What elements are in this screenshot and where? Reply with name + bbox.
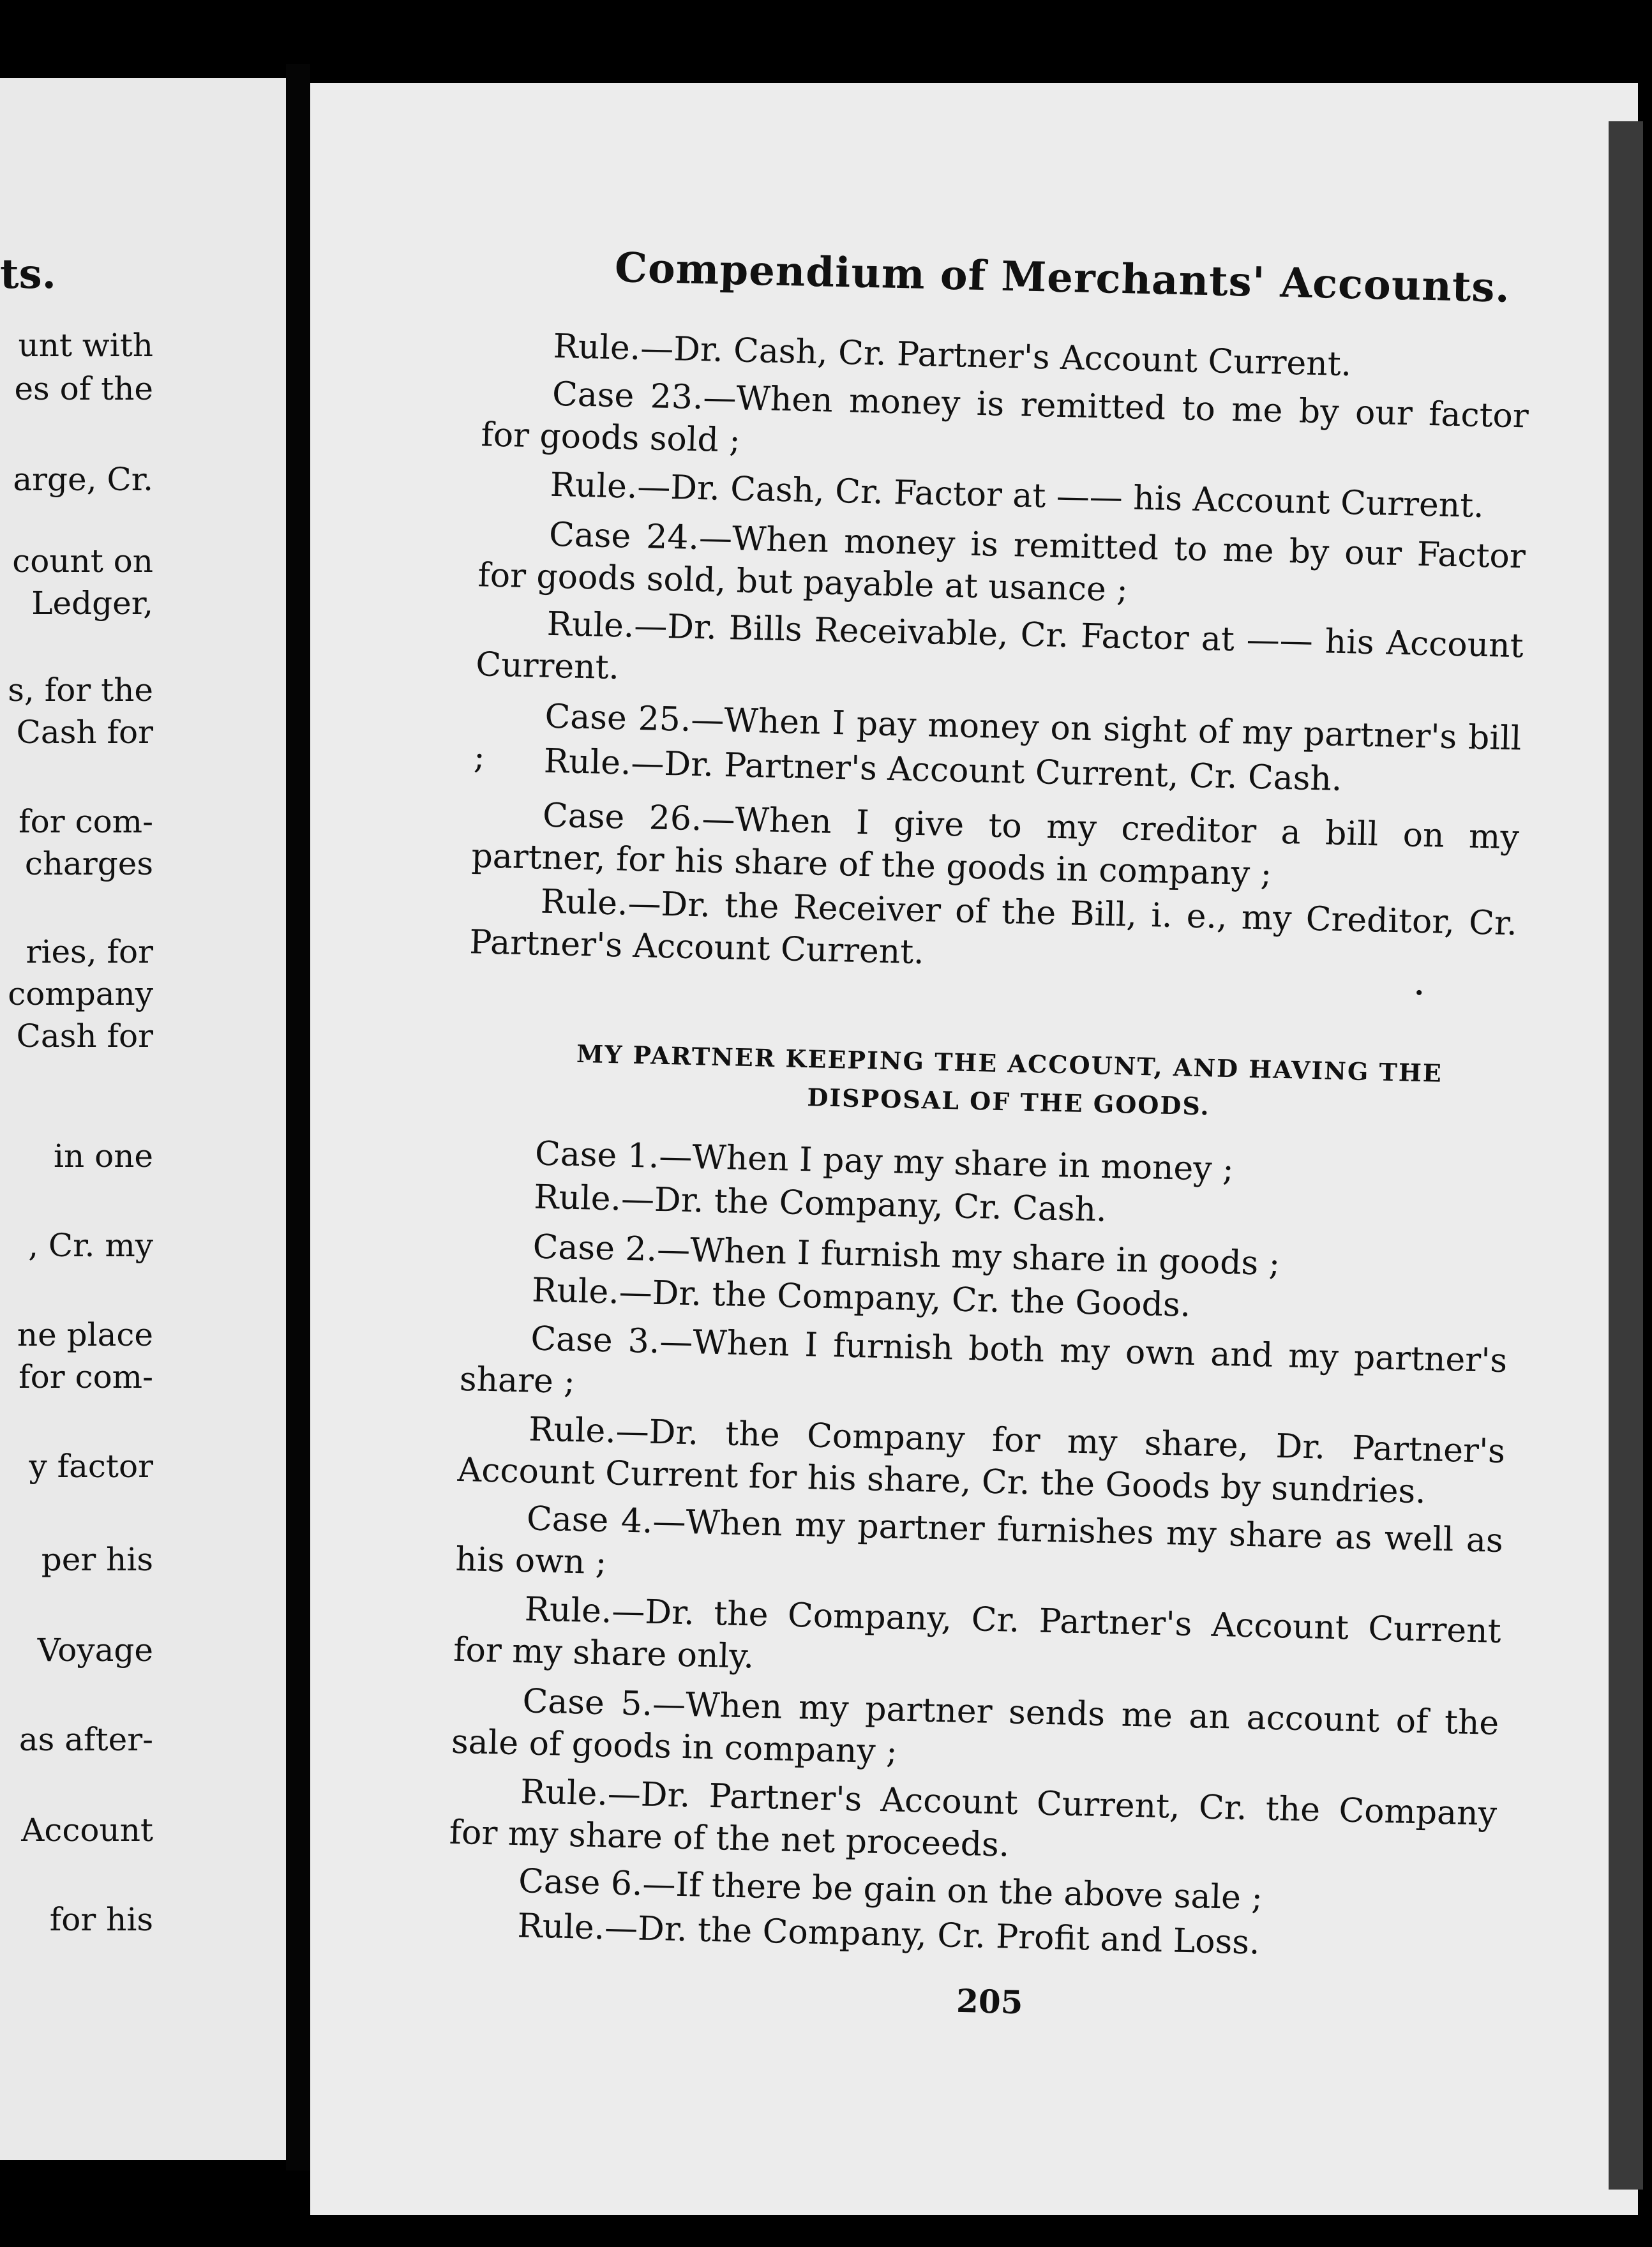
rule-paragraph: Rule.—Dr. the Company for my share, Dr. Partner's Account Current for his share, Cr. the Goods by sundries.	[457, 1410, 1506, 1512]
left-page-line: ries, for	[26, 933, 153, 970]
rule-paragraph: Rule.—Dr. the Company, Cr. Cash.	[533, 1178, 1108, 1229]
left-page-line: Cash for	[16, 1018, 153, 1055]
left-page-line: s, for the	[8, 672, 153, 709]
left-page-line: count on	[12, 543, 153, 580]
left-page-line: company	[8, 975, 153, 1012]
rule-paragraph: Rule.—Dr. Bills Receivable, Cr. Factor at —— his Account Current.	[475, 605, 1524, 688]
left-page-line: charges	[24, 845, 153, 882]
case-paragraph: Case 3.—When I furnish both my own and my partner's share ;	[459, 1319, 1508, 1401]
page-content	[310, 83, 1638, 2215]
left-page-line: arge, Cr.	[13, 461, 153, 498]
left-page-heading: ts.	[0, 250, 56, 298]
left-page-line: for com-	[19, 803, 153, 840]
rule-paragraph: Rule.—Dr. the Company, Cr. the Goods.	[531, 1271, 1191, 1325]
case-paragraph: Case 26.—When I give to my creditor a bill on my partner, for his share of the goods in company ;	[470, 796, 1520, 894]
left-page	[0, 78, 286, 2160]
left-page-line: ne place	[17, 1316, 153, 1353]
case-paragraph: Case 6.—If there be gain on the above sale ;	[518, 1862, 1263, 1918]
rule-paragraph: Rule.—Dr. the Company, Cr. Partner's Account Current for my share only.	[453, 1590, 1502, 1676]
right-page	[310, 83, 1638, 2215]
left-page-line: unt with	[18, 327, 153, 364]
section-heading: MY PARTNER KEEPING THE ACCOUNT, AND HAVING THE DISPOSAL OF THE GOODS.	[576, 1039, 1443, 1121]
left-page-line: Cash for	[16, 714, 153, 751]
case-paragraph: Case 25.—When I pay money on sight of my partner's bill ;	[473, 697, 1522, 777]
left-page-line: per his	[41, 1541, 153, 1578]
case-paragraph: Case 1.—When I pay my share in money ;	[534, 1134, 1235, 1189]
case-paragraph: Case 23.—When money is remitted to me by our factor for goods sold ;	[480, 375, 1529, 460]
page-title: Compendium of Merchants' Accounts.	[614, 243, 1511, 312]
left-page-line: , Cr. my	[28, 1227, 153, 1264]
case-paragraph: Case 5.—When my partner sends me an account of the sale of goods in company ;	[451, 1682, 1499, 1771]
book-gutter	[286, 64, 310, 2170]
left-page-line: es of the	[14, 370, 153, 407]
left-page-line: for his	[49, 1901, 153, 1938]
left-page-line: in one	[54, 1138, 153, 1175]
case-paragraph: Case 4.—When my partner furnishes my share as well as his own ;	[454, 1499, 1504, 1582]
left-page-line: as after-	[19, 1721, 153, 1758]
case-paragraph: Case 2.—When I furnish my share in goods ;	[532, 1228, 1280, 1283]
rule-paragraph: Rule.—Dr. Partner's Account Current, Cr. Cash.	[543, 742, 1343, 799]
left-page-line: Voyage	[37, 1632, 153, 1669]
left-page-line: Account	[21, 1812, 153, 1849]
left-page-line: for com-	[19, 1358, 153, 1395]
page-number: 205	[956, 1981, 1024, 2022]
rule-paragraph: Rule.—Dr. the Company, Cr. Profit and Loss.	[516, 1907, 1261, 1962]
left-page-line: y factor	[29, 1448, 153, 1485]
ink-speck	[1416, 990, 1422, 995]
rule-paragraph: Rule.—Dr. Cash, Cr. Partner's Account Current.	[553, 327, 1352, 384]
page-edge	[1609, 121, 1643, 2190]
rule-paragraph: Rule.—Dr. Partner's Account Current, Cr. the Company for my share of the net proceeds.	[449, 1773, 1498, 1865]
rule-paragraph: Rule.—Dr. Cash, Cr. Factor at —— his Account Current.	[550, 465, 1485, 525]
case-paragraph: Case 24.—When money is remitted to me by our Factor for goods sold, but payable at usance ;	[477, 515, 1526, 610]
left-page-line: Ledger,	[31, 585, 153, 622]
rule-paragraph: Rule.—Dr. the Receiver of the Bill, i. e., my Creditor, Cr. Partner's Account Current.	[469, 882, 1518, 972]
